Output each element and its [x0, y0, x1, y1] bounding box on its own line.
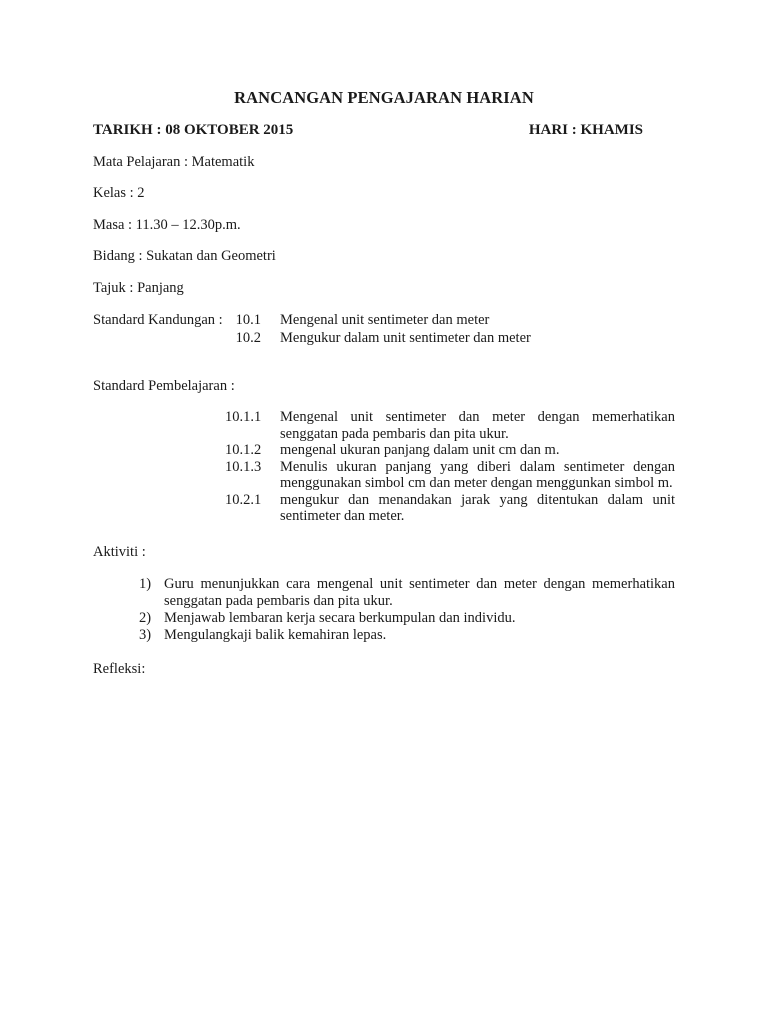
learning-standard-code: 10.1.3	[225, 458, 262, 475]
activity-text: Guru menunjukkan cara mengenal unit sentimeter dan meter dengan memerhatikan senggatan pada pembaris dan pita ukur.	[164, 576, 675, 609]
day-label: HARI : KHAMIS	[528, 122, 643, 138]
content-standard-text: Mengukur dalam unit sentimeter dan meter	[280, 330, 531, 346]
date-label: TARIKH : 08 OKTOBER 2015	[93, 122, 294, 138]
reflection-label: Refleksi:	[93, 661, 146, 677]
learning-standard-text: mengenal ukuran panjang dalam unit cm dan m.	[280, 442, 560, 458]
learning-standard-list	[225, 409, 675, 525]
learning-standard-text: Mengenal unit sentimeter dan meter dengan memerhatikan senggatan pada pembaris dan pita ukur.	[280, 409, 675, 442]
time-field: Masa : 11.30 – 12.30p.m.	[93, 217, 241, 233]
subject-field: Mata Pelajaran : Matematik	[93, 154, 255, 170]
content-standard-section	[93, 311, 693, 347]
learning-standard-item	[225, 492, 675, 525]
learning-standard-item	[225, 409, 675, 442]
activity-item	[139, 610, 675, 627]
learning-standard-item	[225, 459, 675, 492]
activity-number: 1)	[139, 576, 152, 592]
activities-label: Aktiviti :	[93, 544, 146, 560]
activity-text: Mengulangkaji balik kemahiran lepas.	[164, 627, 387, 643]
area-field: Bidang : Sukatan dan Geometri	[93, 248, 276, 264]
activity-item	[139, 627, 675, 644]
content-standard-code: 10.2	[235, 330, 261, 346]
document-title: RANCANGAN PENGAJARAN HARIAN	[234, 88, 534, 107]
content-standard-row	[93, 311, 693, 329]
content-standard-label: Standard Kandungan :	[93, 312, 223, 328]
activity-item	[139, 576, 675, 610]
activity-number: 3)	[139, 627, 152, 643]
learning-standard-code: 10.2.1	[225, 491, 262, 508]
class-field: Kelas : 2	[93, 185, 145, 201]
learning-standard-label: Standard Pembelajaran :	[93, 378, 235, 394]
learning-standard-text: Menulis ukuran panjang yang diberi dalam sentimeter dengan menggunakan simbol cm dan meter dengan menggunkan simbol m.	[280, 458, 675, 491]
content-standard-text: Mengenal unit sentimeter dan meter	[280, 312, 490, 328]
activity-number: 2)	[139, 610, 152, 626]
content-standard-code: 10.1	[235, 312, 261, 328]
topic-field: Tajuk : Panjang	[93, 280, 184, 296]
learning-standard-code: 10.1.2	[225, 442, 262, 458]
learning-standard-code: 10.1.1	[225, 409, 262, 425]
activities-list	[139, 576, 675, 644]
learning-standard-text: mengukur dan menandakan jarak yang ditentukan dalam unit sentimeter dan meter.	[280, 491, 675, 524]
activity-text: Menjawab lembaran kerja secara berkumpulan dan individu.	[164, 610, 516, 626]
learning-standard-item	[225, 442, 675, 459]
content-standard-row	[93, 329, 693, 347]
